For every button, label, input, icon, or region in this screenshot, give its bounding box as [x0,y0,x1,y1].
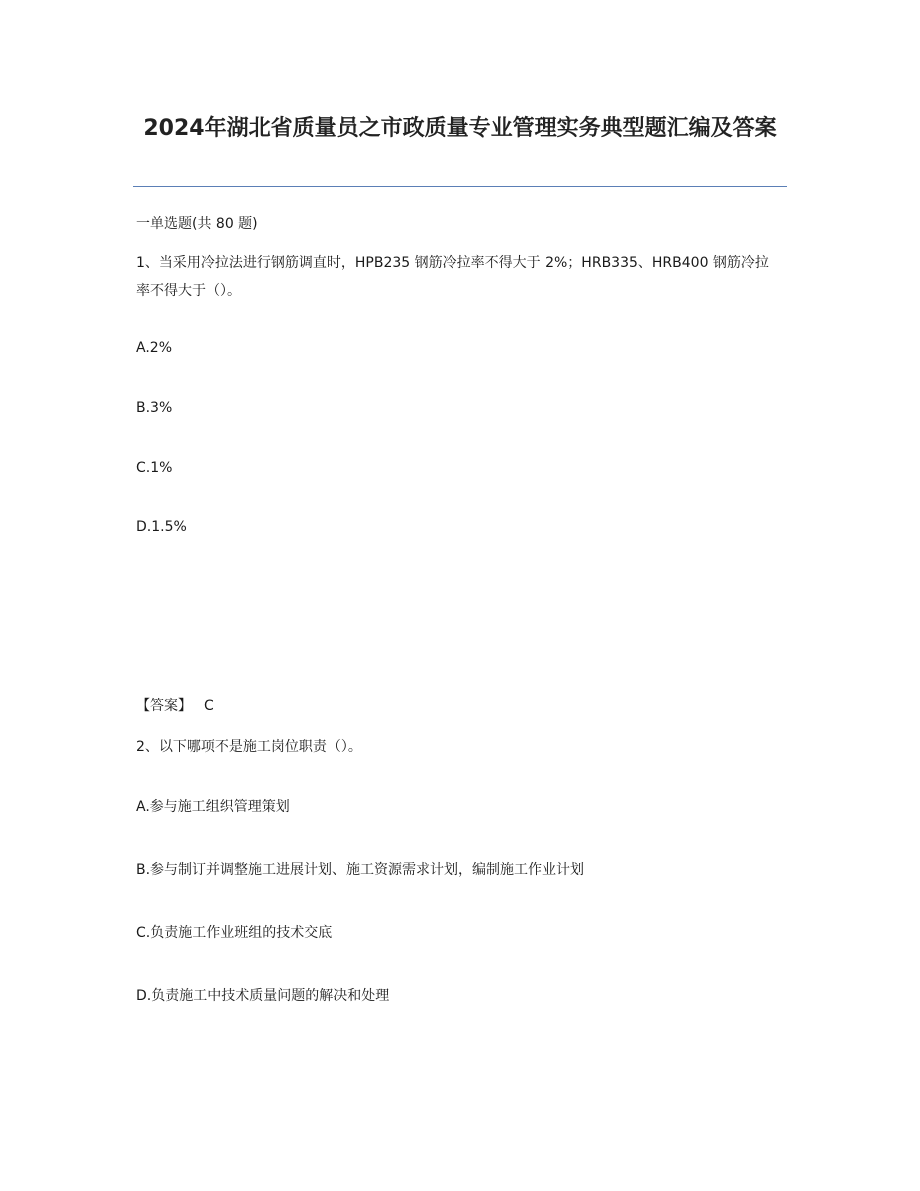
question-1-option-a: A.2% [136,340,172,356]
question-2-option-a: A.参与施工组织管理策划 [136,799,290,815]
section-header: 一单选题(共 80 题) [136,216,258,232]
document-title: 2024年湖北省质量员之市政质量专业管理实务典型题汇编及答案 [143,116,777,141]
answer-label: 【答案】 [136,698,192,714]
answer-value: C [204,698,214,714]
question-1-stem: 1、当采用冷拉法进行钢筋调直时，HPB235 钢筋冷拉率不得大于 2%；HRB335、HRB400 钢筋冷拉率不得大于（）。 [136,255,769,299]
question-1-option-c: C.1% [136,460,173,476]
title-divider [133,186,787,187]
question-1-option-b: B.3% [136,400,173,416]
question-2-option-d: D.负责施工中技术质量问题的解决和处理 [136,988,390,1004]
question-2-stem: 2、以下哪项不是施工岗位职责（）。 [136,739,362,755]
question-1-answer [136,696,214,716]
question-2-option-b: B.参与制订并调整施工进展计划、施工资源需求计划，编制施工作业计划 [136,862,585,878]
question-2-option-c: C.负责施工作业班组的技术交底 [136,925,333,941]
question-1-option-d: D.1.5% [136,519,187,535]
